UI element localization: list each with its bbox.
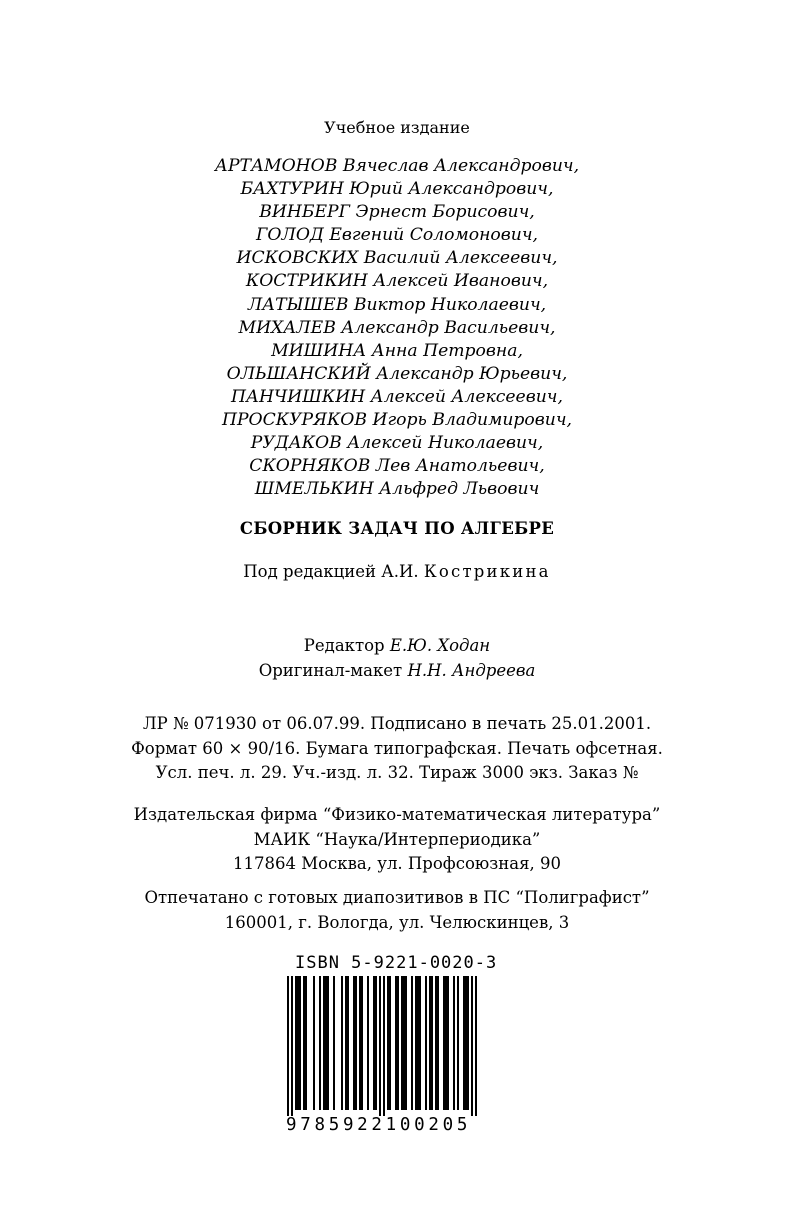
layout-line xyxy=(0,659,794,684)
author-line: ИСКОВСКИХ Василий Алексеевич, xyxy=(236,248,558,269)
author-line: БАХТУРИН Юрий Александрович, xyxy=(240,179,554,200)
printer xyxy=(0,886,794,935)
barcode-bar xyxy=(463,976,465,1110)
barcode-bar xyxy=(375,976,377,1110)
barcode-bar xyxy=(305,976,307,1110)
barcode-bar xyxy=(429,976,431,1110)
barcode-bar xyxy=(359,976,361,1110)
author-line: ГОЛОД Евгений Соломонович, xyxy=(256,225,538,246)
imprint xyxy=(0,712,794,786)
printer-line: Отпечатано с готовых диапозитивов в ПС “Полиграфист” xyxy=(144,888,650,907)
barcode-bar xyxy=(299,976,301,1110)
author-line: РУДАКОВ Алексей Николаевич, xyxy=(250,433,544,454)
editor-name: Е.Ю. Ходан xyxy=(389,636,491,655)
edition-type: Учебное издание xyxy=(324,118,470,137)
author-line: ПРОСКУРЯКОВ Игорь Владимирович, xyxy=(222,410,572,431)
barcode-bar xyxy=(431,976,433,1110)
barcode-bar xyxy=(353,976,355,1110)
barcode-bar xyxy=(387,976,389,1110)
book-title: СБОРНИК ЗАДАЧ ПО АЛГЕБРЕ xyxy=(239,519,555,538)
barcode-bar xyxy=(395,976,397,1110)
barcode-bar xyxy=(435,976,437,1110)
barcode-bar xyxy=(341,976,343,1110)
author-line: ЛАТЫШЕВ Виктор Николаевич, xyxy=(247,294,547,315)
author-line: АРТАМОНОВ Вячеслав Александрович, xyxy=(214,156,580,176)
barcode-bar xyxy=(325,976,327,1110)
barcode-bar xyxy=(411,976,413,1110)
credits xyxy=(0,634,794,683)
barcode-bar xyxy=(297,976,299,1110)
layout-label: Оригинал-макет xyxy=(258,660,403,680)
edited-by-prefix: Под редакцией А.И. xyxy=(243,562,419,581)
barcode-bar xyxy=(417,976,419,1110)
barcode-bar xyxy=(471,976,473,1116)
barcode-bar xyxy=(419,976,421,1110)
printer-line: 160001, г. Вологда, ул. Челюскинцев, 3 xyxy=(224,912,570,932)
barcode-bar xyxy=(467,976,469,1110)
barcode-bar xyxy=(287,976,289,1116)
barcode-bar xyxy=(367,976,369,1110)
barcode-bar xyxy=(319,976,321,1110)
edited-by-name: Кострикина xyxy=(423,562,551,581)
publisher xyxy=(0,803,794,877)
barcode-bar xyxy=(453,976,455,1110)
barcode-bar xyxy=(323,976,325,1110)
author-line: ШМЕЛЬКИН Альфред Львович xyxy=(254,479,540,500)
imprint-line: ЛР № 071930 от 06.07.99. Подписано в печать 25.01.2001. xyxy=(142,714,652,733)
author-line: МИХАЛЕВ Александр Васильевич, xyxy=(238,317,556,338)
barcode-bar xyxy=(447,976,449,1110)
barcode-bar xyxy=(475,976,477,1116)
barcode-bar xyxy=(295,976,297,1110)
author-line: ПАНЧИШКИН Алексей Алексеевич, xyxy=(231,386,563,407)
publisher-line: Издательская фирма “Физико-математическая литература” xyxy=(133,805,661,824)
barcode-bar xyxy=(345,976,347,1110)
barcode-bar xyxy=(465,976,467,1110)
barcode-bar xyxy=(401,976,403,1110)
author-line: МИШИНА Анна Петровна, xyxy=(271,340,523,361)
barcode-bar xyxy=(389,976,391,1110)
barcode-bar xyxy=(373,976,375,1110)
barcode-bar xyxy=(291,976,293,1116)
barcode-bar xyxy=(445,976,447,1110)
barcode-bar xyxy=(403,976,405,1110)
barcode-bar xyxy=(443,976,445,1110)
barcode-bar xyxy=(355,976,357,1110)
barcode-bar xyxy=(379,976,381,1116)
barcode-bar xyxy=(313,976,315,1110)
barcode-bar xyxy=(303,976,305,1110)
author-line: ОЛЬШАНСКИЙ Александр Юрьевич, xyxy=(226,363,568,384)
barcode-bar xyxy=(425,976,427,1110)
barcode-bar xyxy=(415,976,417,1110)
author-line: КОСТРИКИН Алексей Иванович, xyxy=(245,271,549,292)
author-line: СКОРНЯКОВ Лев Анатольевич, xyxy=(249,456,545,477)
editor-line xyxy=(0,634,794,659)
barcode-bar xyxy=(437,976,439,1110)
author-line: ВИНБЕРГ Эрнест Борисович, xyxy=(259,202,535,223)
edited-by xyxy=(0,562,794,581)
barcode-bar xyxy=(383,976,385,1116)
barcode-image xyxy=(287,976,497,1116)
layout-name: Н.Н. Андреева xyxy=(407,660,536,680)
barcode-bar xyxy=(347,976,349,1110)
barcode-bar xyxy=(405,976,407,1110)
barcode-bar xyxy=(333,976,335,1110)
barcode-bar xyxy=(397,976,399,1110)
publisher-line: 117864 Москва, ул. Профсоюзная, 90 xyxy=(233,854,561,873)
isbn-label: ISBN 5-9221-0020-3 xyxy=(295,953,498,973)
publisher-line: МАИК “Наука/Интерпериодика” xyxy=(253,829,541,849)
barcode-digits: 9785922100205 xyxy=(286,1115,472,1135)
barcode-bar xyxy=(327,976,329,1110)
authors-list xyxy=(0,155,794,501)
imprint-line: Формат 60 × 90/16. Бумага типографская. Печать офсетная. xyxy=(131,738,663,758)
barcode-bar xyxy=(457,976,459,1110)
imprint-line: Усл. печ. л. 29. Уч.-изд. л. 32. Тираж 3000 экз. Заказ № xyxy=(155,763,639,782)
editor-label: Редактор xyxy=(303,636,385,655)
barcode-bar xyxy=(361,976,363,1110)
